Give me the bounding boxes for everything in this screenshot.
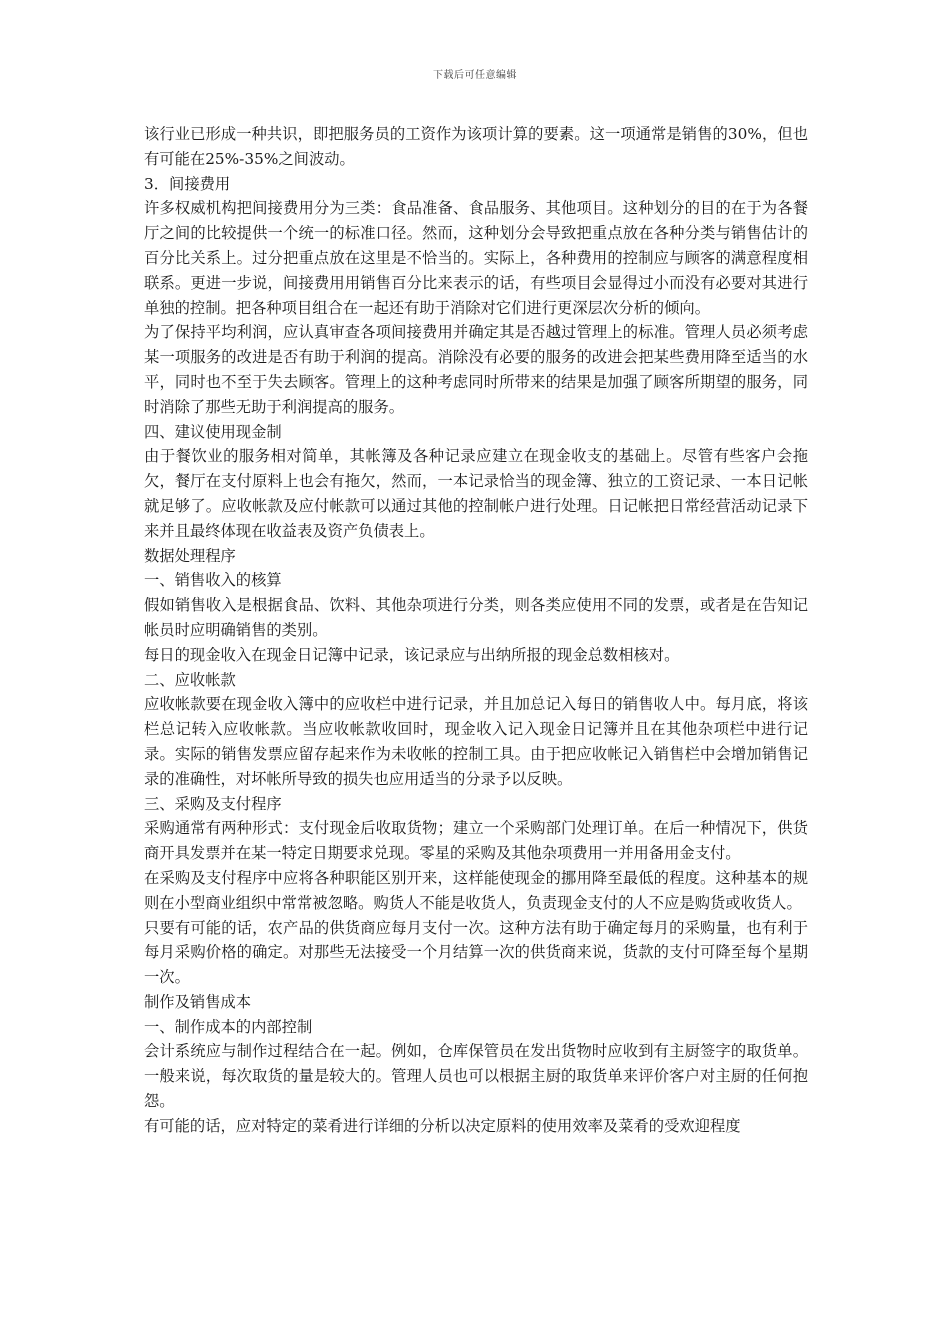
paragraph: 假如销售收入是根据食品、饮料、其他杂项进行分类，则各类应使用不同的发票，或者是在告知记帐员时应明确销售的类别。 <box>144 596 808 639</box>
paragraph: 只要有可能的话，农产品的供货商应每月支付一次。这种方法有助于确定每月的采购量，也有利于每月采购价格的确定。对那些无法接受一个月结算一次的供货商来说，货款的支付可降至每个星期一次。 <box>144 918 808 987</box>
paragraph: 有可能的话，应对特定的菜肴进行详细的分析以决定原料的使用效率及菜肴的受欢迎程度 <box>144 1116 741 1135</box>
section-heading: 三、采购及支付程序 <box>144 794 282 813</box>
document-body <box>144 122 808 1139</box>
paragraph: 应收帐款要在现金收入簿中的应收栏中进行记录，并且加总记入每日的销售收人中。每月底，将该栏总记转入应收帐款。当应收帐款收回时，现金收入记入现金日记簿并且在其他杂项栏中进行记录。实际的销售发票应留存起来作为未收帐的控制工具。由于把应收帐记入销售栏中会增加销售记录的准确性，对坏帐所导致的损失也应用适当的分录予以反映。 <box>144 695 808 788</box>
paragraph: 在采购及支付程序中应将各种职能区别开来，这样能使现金的挪用降至最低的程度。这种基本的规则在小型商业组织中常常被忽略。购货人不能是收货人，负责现金支付的人不应是购货或收货人。 <box>144 868 808 912</box>
paragraph: 由于餐饮业的服务相对简单，其帐簿及各种记录应建立在现金收支的基础上。尽管有些客户会拖欠，餐厅在支付原料上也会有拖欠，然而，一本记录恰当的现金簿、独立的工资记录、一本日记帐就足够了。应收帐款及应付帐款可以通过其他的控制帐户进行处理。日记帐把日常经营活动记录下来并且最终体现在收益表及资产负债表上。 <box>144 447 808 540</box>
paragraph: 该行业已形成一种共识，即把服务员的工资作为该项计算的要素。这一项通常是销售的30%，但也有可能在25%-35%之间波动。 <box>144 125 808 168</box>
section-heading: 一、销售收入的核算 <box>144 571 282 590</box>
section-heading: 数据处理程序 <box>144 546 236 565</box>
paragraph: 采购通常有两种形式：支付现金后收取货物；建立一个采购部门处理订单。在后一种情况下，供货商开具发票并在某一特定日期要求兑现。零星的采购及其他杂项费用一并用备用金支付。 <box>144 819 808 863</box>
paragraph: 许多权威机构把间接费用分为三类：食品准备、食品服务、其他项目。这种划分的目的在于为各餐厅之间的比较提供一个统一的标准口径。然而，这种划分会导致把重点放在各种分类与销售估计的百分比关系上。过分把重点放在这里是不恰当的。实际上，各种费用的控制应与顾客的满意程度相联系。更进一步说，间接费用用销售百分比来表示的话，有些项目会显得过小而没有必要对其进行单独的控制。把各种项目组合在一起还有助于消除对它们进行更深层次分析的倾向。 <box>144 199 808 317</box>
section-heading: 二、应收帐款 <box>144 670 236 689</box>
paragraph: 每日的现金收入在现金日记簿中记录，该记录应与出纳所报的现金总数相核对。 <box>144 645 680 664</box>
section-heading: 一、制作成本的内部控制 <box>144 1017 313 1036</box>
paragraph: 为了保持平均利润，应认真审查各项间接费用并确定其是否越过管理上的标准。管理人员必须考虑某一项服务的改进是否有助于利润的提高。消除没有必要的服务的改进会把某些费用降至适当的水平，同时也不至于失去顾客。管理上的这种考虑同时所带来的结果是加强了顾客所期望的服务，同时消除了那些无助于利润提高的服务。 <box>144 323 808 416</box>
section-heading: 四、建议使用现金制 <box>144 422 282 441</box>
page-header: 下载后可任意编辑 <box>433 70 517 81</box>
section-heading: 3．间接费用 <box>144 174 231 193</box>
section-heading: 制作及销售成本 <box>144 992 252 1011</box>
paragraph: 会计系统应与制作过程结合在一起。例如，仓库保管员在发出货物时应收到有主厨签字的取货单。一般来说，每次取货的量是较大的。管理人员也可以根据主厨的取货单来评价客户对主厨的任何抱怨。 <box>144 1042 808 1111</box>
